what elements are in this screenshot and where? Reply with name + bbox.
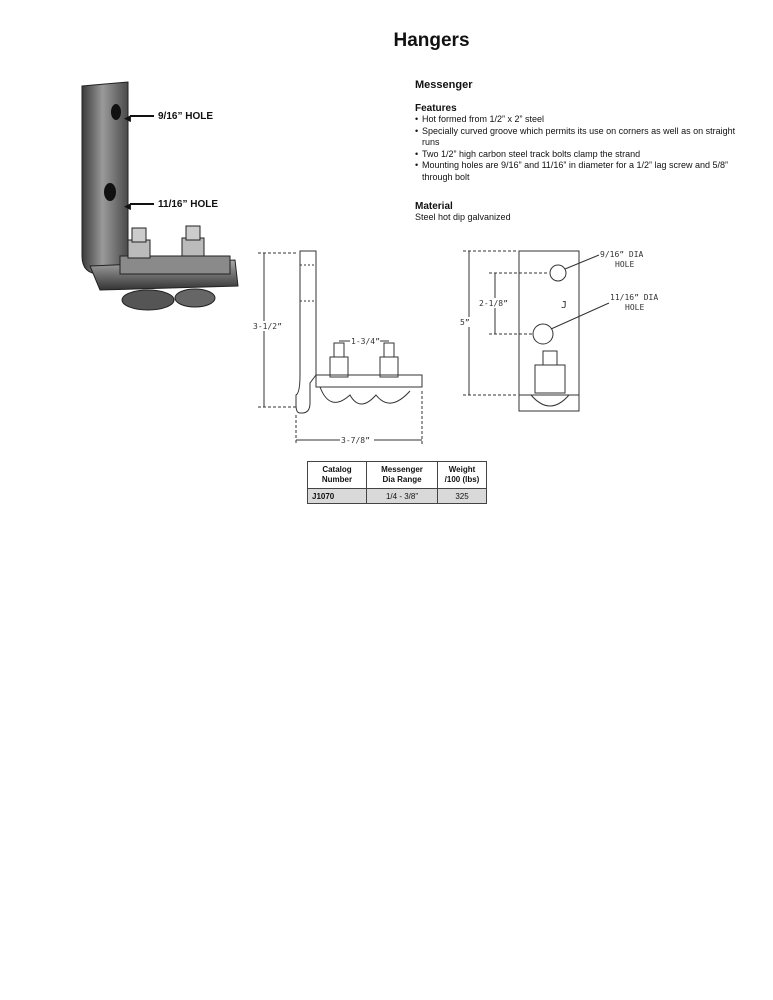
top-hole-label-2: HOLE bbox=[615, 260, 635, 269]
side-width-dim: 3-7/8” bbox=[341, 436, 370, 445]
col-header-catalog: Catalog Number bbox=[308, 462, 367, 489]
callout-top-hole: ◀ 9/16” HOLE bbox=[124, 111, 214, 123]
list-item: • Specially curved groove which permits its use on corners as well as on straight runs bbox=[415, 125, 736, 147]
spec-table bbox=[307, 461, 487, 504]
cell-dia-range: 1/4 - 3/8” bbox=[367, 489, 438, 504]
features-list bbox=[415, 114, 755, 183]
list-item: • Mounting holes are 9/16” and 11/16” in diameter for a 1/2” lag screw and 5/8” through bolt bbox=[415, 160, 729, 182]
col-header-weight: Weight /100 (lbs) bbox=[438, 462, 487, 489]
callout-top-hole-label: 9/16” HOLE bbox=[158, 111, 214, 122]
side-height-dim: 3-1/2” bbox=[253, 322, 282, 331]
bottom-hole-label-2: HOLE bbox=[625, 303, 645, 312]
features-heading: Features bbox=[415, 103, 457, 114]
callout-bottom-hole-label: 11/16” HOLE bbox=[158, 199, 219, 210]
cell-weight: 325 bbox=[438, 489, 487, 504]
col-header-messenger: Messenger Dia Range bbox=[367, 462, 438, 489]
list-item: • Hot formed from 1/2” x 2” steel bbox=[415, 114, 545, 124]
material-heading: Material bbox=[415, 201, 453, 212]
table-header-row bbox=[308, 462, 487, 489]
top-hole-label: 9/16” DIA bbox=[600, 250, 644, 259]
callout-bottom-hole: ◀ 11/16” HOLE bbox=[124, 199, 219, 211]
side-view-drawing bbox=[250, 245, 440, 455]
front-total-dim: 5” bbox=[460, 318, 470, 327]
front-hole-spacing-dim: 2-1/8” bbox=[479, 299, 508, 308]
bottom-hole-label: 11/16” DIA bbox=[610, 293, 659, 302]
section-title: Messenger bbox=[415, 79, 473, 91]
front-view-drawing bbox=[455, 245, 695, 425]
drawing-mark: J bbox=[561, 300, 568, 311]
side-bolt-spacing-dim: 1-3/4” bbox=[351, 337, 380, 346]
list-item: • Two 1/2” high carbon steel track bolts clamp the strand bbox=[415, 148, 641, 159]
material-text: Steel hot dip galvanized bbox=[415, 212, 511, 222]
page-title: Hangers bbox=[393, 30, 470, 51]
table-row bbox=[308, 489, 487, 504]
cell-catalog-number: J1070 bbox=[308, 489, 367, 504]
